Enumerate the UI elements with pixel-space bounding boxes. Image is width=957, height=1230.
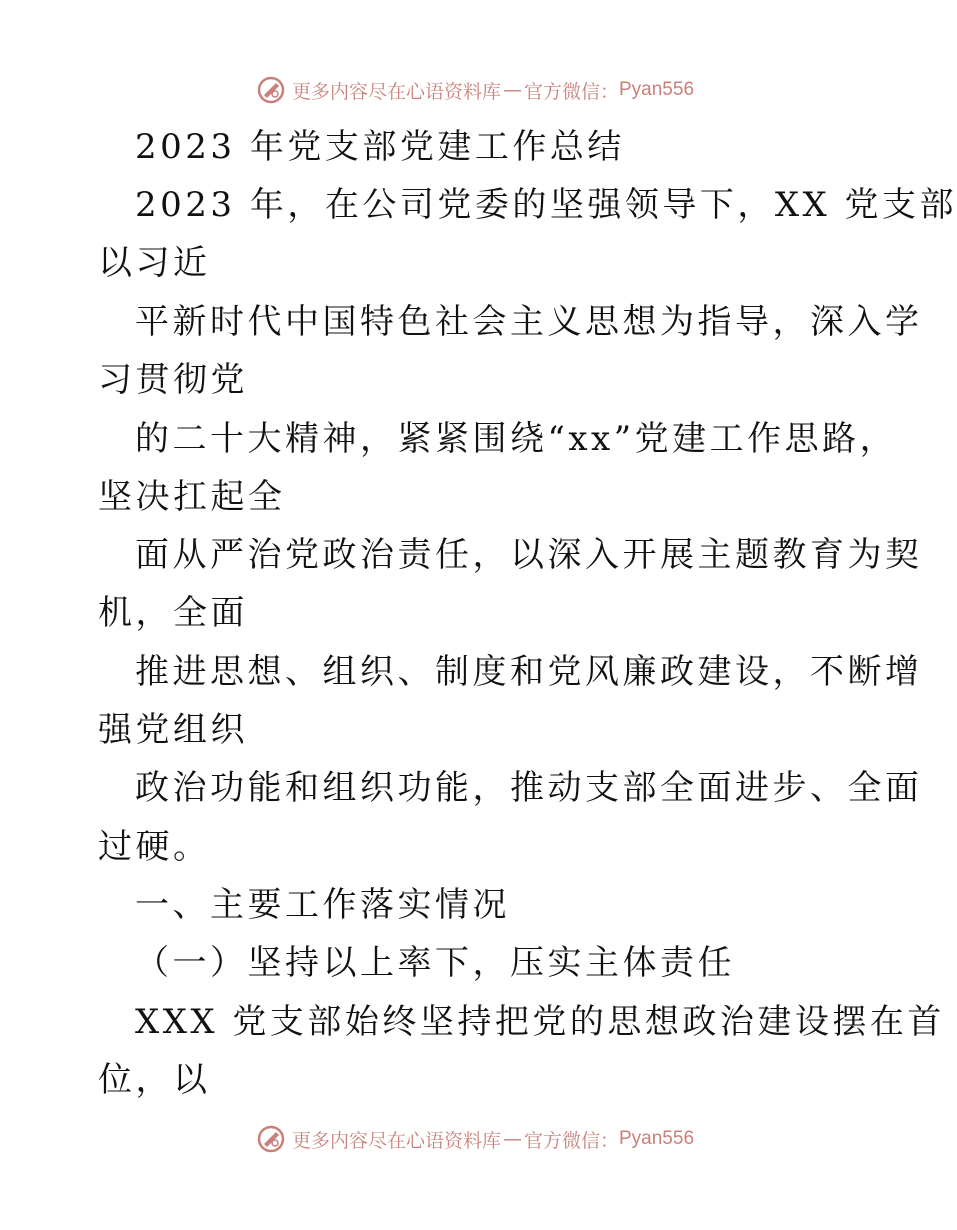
banner-wechat-id: Pyan556 [619, 1128, 695, 1149]
banner-text: 更多内容尽在心语资料库 [291, 80, 501, 103]
document-title: 2023 年党支部党建工作总结 [135, 127, 625, 167]
body-line: 坚决扛起全 [98, 477, 286, 517]
banner-dash: — [502, 1128, 522, 1150]
banner-wechat-label: 官方微信： [523, 80, 619, 103]
body-line: 以习近 [98, 243, 211, 283]
banner-dash: — [502, 79, 522, 101]
body-line: 2023 年，在公司党委的坚强领导下，XX 党支部 [135, 185, 957, 225]
banner-wechat-label: 官方微信： [523, 1129, 619, 1152]
banner-wechat-id: Pyan556 [619, 79, 695, 100]
body-line: 机，全面 [98, 593, 248, 633]
body-line: 强党组织 [98, 710, 248, 750]
section-heading: 一、主要工作落实情况 [135, 885, 510, 925]
body-line: 过硬。 [98, 827, 211, 867]
subsection-heading: （一）坚持以上率下，压实主体责任 [135, 943, 735, 983]
body-line: 政治功能和组织功能，推动支部全面进步、全面 [135, 768, 923, 808]
body-line: 平新时代中国特色社会主义思想为指导，深入学 [135, 302, 923, 342]
footer-watermark-banner [0, 1119, 950, 1159]
body-line: 推进思想、组织、制度和党风廉政建设，不断增 [135, 652, 923, 692]
body-line: 习贯彻党 [98, 360, 248, 400]
pen-seal-icon [256, 1124, 286, 1154]
body-line: 的二十大精神，紧紧围绕“xx”党建工作思路， [135, 419, 898, 459]
body-line: XXX 党支部始终坚持把党的思想政治建设摆在首 [135, 1002, 945, 1042]
body-line: 面从严治党政治责任，以深入开展主题教育为契 [135, 535, 923, 575]
banner-text: 更多内容尽在心语资料库 [291, 1129, 501, 1152]
body-line: 位，以 [98, 1060, 211, 1100]
